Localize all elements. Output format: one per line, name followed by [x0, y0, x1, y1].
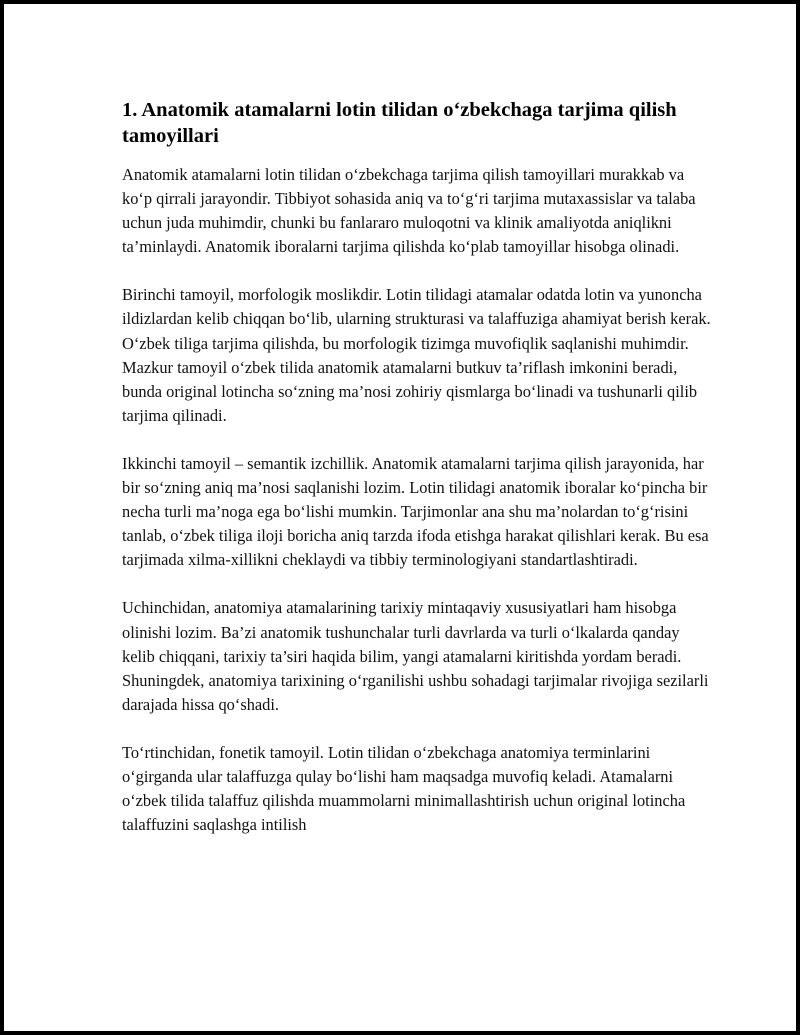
page-content — [122, 97, 712, 861]
paragraph-third-principle: Uchinchidan, anatomiya atamalarining tarixiy mintaqaviy xususiyatlari ham hisobga olinishi lozim. Ba’zi anatomik tushunchalar turli davrlarda va turli o‘lkalarda qanday kelib chiqqani, tarixiy ta’siri haqida bilim, yangi atamalarni kiritishda yordam beradi. Shuningdek, anatomiya tarixining o‘rganilishi ushbu sohadagi tarjimalar rivojiga sezilarli darajada hissa qo‘shadi. — [122, 598, 709, 714]
paragraph-intro: Anatomik atamalarni lotin tilidan o‘zbekchaga tarjima qilish tamoyillari murakkab va ko‘p qirrali jarayondir. Tibbiyot sohasida aniq va to‘g‘ri tarjima mutaxassislar va talaba uchun juda muhimdir, chunki bu fanlararo muloqotni va klinik amaliyotda aniqlikni ta’minlaydi. Anatomik iboralarni tarjima qilishda ko‘plab tamoyillar hisobga olinadi. — [122, 165, 696, 257]
paragraph-fourth-principle: To‘rtinchidan, fonetik tamoyil. Lotin tilidan o‘zbekchaga anatomiya terminlarini o‘girganda ular talaffuzga qulay bo‘lishi ham maqsadga muvofiq keladi. Atamalarni o‘zbek tilida talaffuz qilishda muammolarni minimallashtirish uchun original lotincha talaffuzini saqlashga intilish — [122, 742, 686, 835]
paragraph-second-principle: Ikkinchi tamoyil – semantik izchillik. Anatomik atamalarni tarjima qilish jarayonida, har bir so‘zning aniq ma’nosi saqlanishi lozim. Lotin tilidagi anatomik iboralar ko‘pincha bir necha turli ma’noga ega bo‘lishi mumkin. Tarjimonlar ana shu ma’nolardan to‘g‘risini tanlab, o‘zbek tiliga iloji boricha aniq tarzda ifoda etishga harakat qilishlari kerak. Bu esa tarjimada xilma-xillikni cheklaydi va tibbiy terminologiyani standartlashtiradi. — [122, 453, 709, 570]
paragraph-first-principle: Birinchi tamoyil, morfologik moslikdir. Lotin tilidagi atamalar odatda lotin va yunoncha ildizlardan kelib chiqqan bo‘lib, ularning strukturasi va talaffuziga ahamiyat berish kerak. O‘zbek tiliga tarjima qilishda, bu morfologik tizimga muvofiqlik saqlanishi muhimdir. Mazkur tamoyil o‘zbek tilida anatomik atamalarni butkuv ta’riflash imkonini beradi, bunda original lotincha so‘zning ma’nosi zohiriy qismlarga bo‘linadi va tushunarli qilib tarjima qilinadi. — [122, 285, 711, 425]
section-heading: 1. Anatomik atamalarni lotin tilidan o‘zbekchaga tarjima qilish tamoyillari — [122, 99, 677, 147]
